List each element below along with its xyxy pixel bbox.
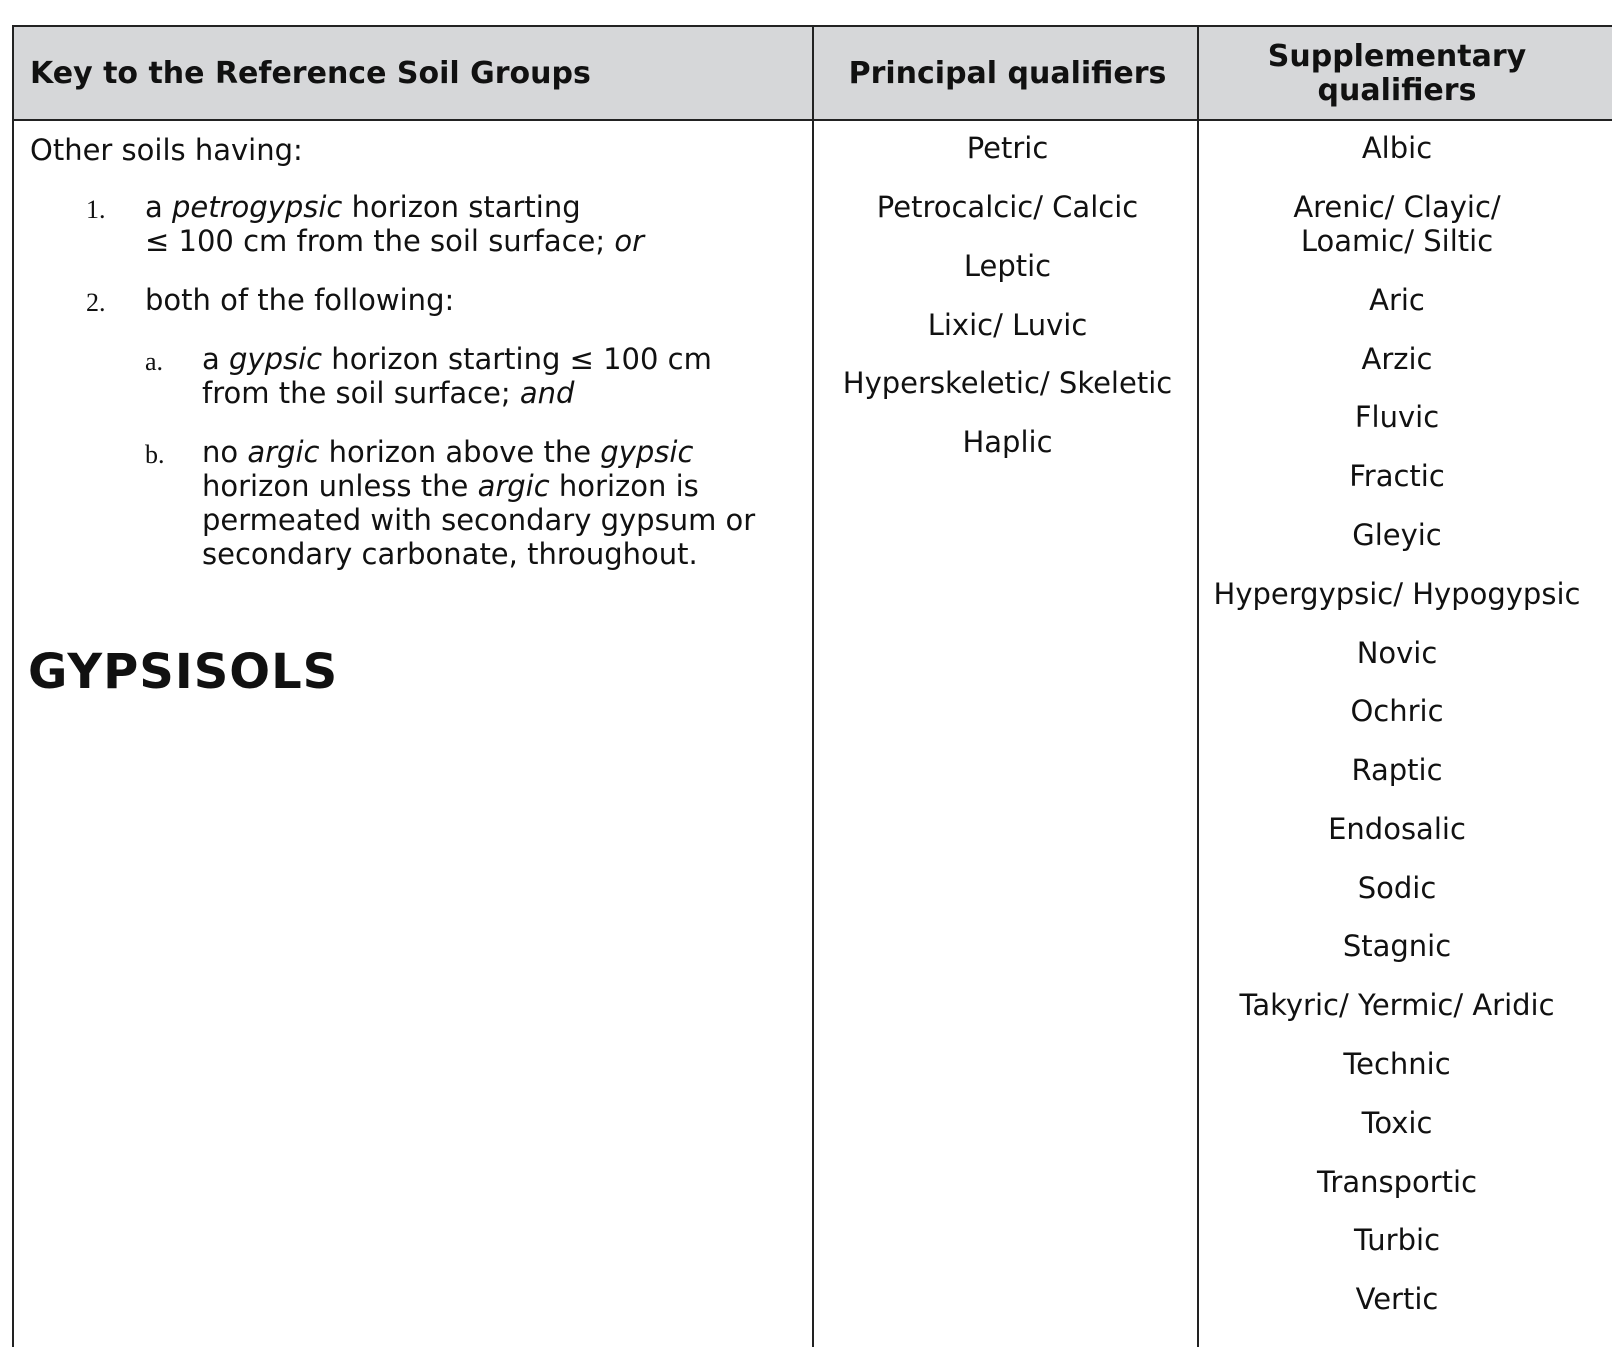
principal-qualifier: Haplic — [962, 425, 1053, 459]
supplementary-qualifier: Gleyic — [1352, 518, 1442, 552]
supplementary-qualifier: Arzic — [1361, 342, 1433, 376]
header-principal-qualifiers: Principal qualifiers — [848, 56, 1167, 91]
principal-qualifier: Lixic/ Luvic — [927, 308, 1088, 342]
supplementary-qualifier: Stagnic — [1342, 929, 1452, 963]
key-subitem-b-line4: secondary carbonate, throughout. — [202, 537, 698, 571]
header-supplementary-line2: qualifiers — [1317, 73, 1477, 108]
key-subitem-a-line1: a gypsic horizon starting ≤ 100 cm — [202, 342, 712, 376]
key-subitem-a-letter: a. — [145, 347, 164, 376]
soil-key-table — [12, 25, 1612, 1347]
supplementary-qualifier: Loamic/ Siltic — [1300, 224, 1494, 258]
principal-qualifier: Hyperskeletic/ Skeletic — [842, 366, 1173, 400]
supplementary-qualifier: Raptic — [1351, 753, 1443, 787]
supplementary-qualifier: Aric — [1369, 283, 1425, 317]
key-intro: Other soils having: — [30, 133, 303, 167]
supplementary-qualifier: Transportic — [1316, 1165, 1478, 1199]
column-divider-2 — [1197, 27, 1199, 1347]
supplementary-qualifier: Sodic — [1357, 871, 1437, 905]
key-subitem-b-line2: horizon unless the argic horizon is — [202, 469, 699, 503]
header-supplementary-qualifiers — [1202, 40, 1592, 108]
column-divider-1 — [812, 27, 814, 1347]
supplementary-qualifier: Arenic/ Clayic/ — [1293, 190, 1501, 224]
key-item-1-number: 1. — [86, 195, 106, 224]
key-item-1-line1: a petrogypsic horizon starting — [145, 190, 581, 224]
header-key-to-reference-soil-groups: Key to the Reference Soil Groups — [30, 56, 591, 91]
key-subitem-b-letter: b. — [145, 440, 165, 469]
supplementary-qualifier: Albic — [1361, 131, 1433, 165]
reference-soil-group-name: GYPSISOLS — [28, 644, 339, 700]
key-item-2-number: 2. — [86, 288, 106, 317]
supplementary-qualifier: Toxic — [1361, 1106, 1433, 1140]
principal-qualifier: Petrocalcic/ Calcic — [876, 190, 1139, 224]
supplementary-qualifier: Ochric — [1350, 694, 1444, 728]
key-subitem-a-line2: from the soil surface; and — [202, 376, 575, 410]
supplementary-qualifier: Technic — [1343, 1047, 1451, 1081]
supplementary-qualifier: Turbic — [1353, 1223, 1441, 1257]
supplementary-qualifier: Endosalic — [1328, 812, 1466, 846]
key-subitem-b-line1: no argic horizon above the gypsic — [202, 435, 694, 469]
key-subitem-b-line3: permeated with secondary gypsum or — [202, 503, 756, 537]
principal-qualifier: Leptic — [963, 249, 1052, 283]
header-supplementary-line1: Supplementary — [1267, 39, 1527, 74]
supplementary-qualifier: Hypergypsic/ Hypogypsic — [1213, 577, 1581, 611]
supplementary-qualifier: Fluvic — [1354, 400, 1440, 434]
key-item-2-text: both of the following: — [145, 283, 455, 317]
principal-qualifier: Petric — [966, 131, 1049, 165]
supplementary-qualifier: Vertic — [1355, 1282, 1439, 1316]
supplementary-qualifier: Takyric/ Yermic/ Aridic — [1239, 988, 1555, 1022]
supplementary-qualifier: Novic — [1356, 636, 1438, 670]
key-item-1-line2: ≤ 100 cm from the soil surface; or — [145, 224, 645, 258]
supplementary-qualifier: Fractic — [1349, 459, 1445, 493]
